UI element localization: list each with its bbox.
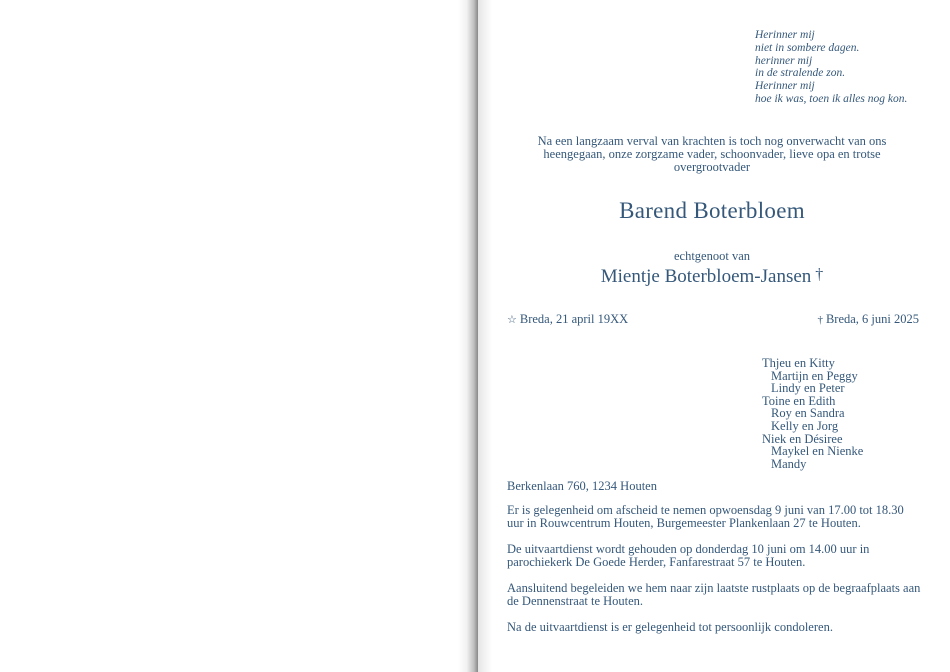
poem-line: niet in sombere dagen.	[755, 41, 860, 54]
child-name: Toine en Edith	[762, 393, 836, 408]
poem-line: herinner mij	[755, 54, 813, 67]
deceased-name: Barend Boterbloem	[619, 198, 805, 223]
grandchild-name: Kelly en Jorg	[771, 418, 839, 433]
grandchild-name: Roy en Sandra	[771, 406, 845, 421]
paragraph: Aansluitend begeleiden we hem naar zijn laatste rustplaats op de begraafplaats aan de Dennenstraat te Houten.	[507, 581, 921, 609]
poem	[755, 29, 907, 106]
poem-line: Herinner mij	[755, 80, 815, 93]
left-page-blank	[0, 0, 474, 672]
poem-line: Herinner mij	[755, 29, 815, 41]
poem-line: in de stralende zon.	[755, 67, 846, 80]
child-name: Niek en Désiree	[762, 431, 843, 446]
right-page	[478, 0, 950, 672]
grandchild-name: Martijn en Peggy	[771, 368, 858, 383]
paragraph: Na de uitvaartdienst is er gelegenheid tot persoonlijk condoleren.	[507, 620, 833, 635]
grandchild-name: Lindy en Peter	[771, 381, 845, 396]
funeral-details	[507, 504, 923, 647]
address: Berkenlaan 760, 1234 Houten	[507, 479, 657, 493]
grandchild-name: Mandy	[771, 456, 807, 471]
death-date	[817, 312, 919, 327]
grandchild-name: Maykel en Nienke	[771, 444, 864, 459]
intro-text: Na een langzaam verval van krachten is toch nog onverwacht van ons heengegaan, onze zorgzame vader, schoonvader, lieve opa en trotse overgrootvader	[537, 134, 887, 175]
star-icon: ☆	[507, 314, 517, 326]
spouse-name-line	[478, 266, 946, 288]
page-spine-shadow	[458, 0, 480, 672]
paragraph: De uitvaartdienst wordt gehouden op donderdag 10 juni om 14.00 uur in parochiekerk De Goede Herder, Fanfarestraat 57 te Houten.	[507, 542, 870, 570]
birth-date	[507, 312, 628, 327]
cross-icon: †	[815, 266, 824, 283]
paragraph: Er is gelegenheid om afscheid te nemen opwoensdag 9 juni van 17.00 tot 18.30 uur in Rouwcentrum Houten, Burgemeester Plankenlaan 27 te Houten.	[507, 503, 904, 531]
cross-icon: †	[817, 314, 823, 326]
birth-date-text: Breda, 21 april 19XX	[519, 312, 629, 326]
spouse-name: Mientje Boterbloem-Jansen	[600, 266, 812, 287]
family-list	[762, 357, 863, 470]
poem-line: hoe ik was, toen ik alles nog kon.	[755, 92, 908, 105]
child-name: Thjeu en Kitty	[762, 356, 835, 370]
spouse-label: echtgenoot van	[673, 249, 750, 263]
death-date-text: Breda, 6 juni 2025	[825, 312, 919, 326]
